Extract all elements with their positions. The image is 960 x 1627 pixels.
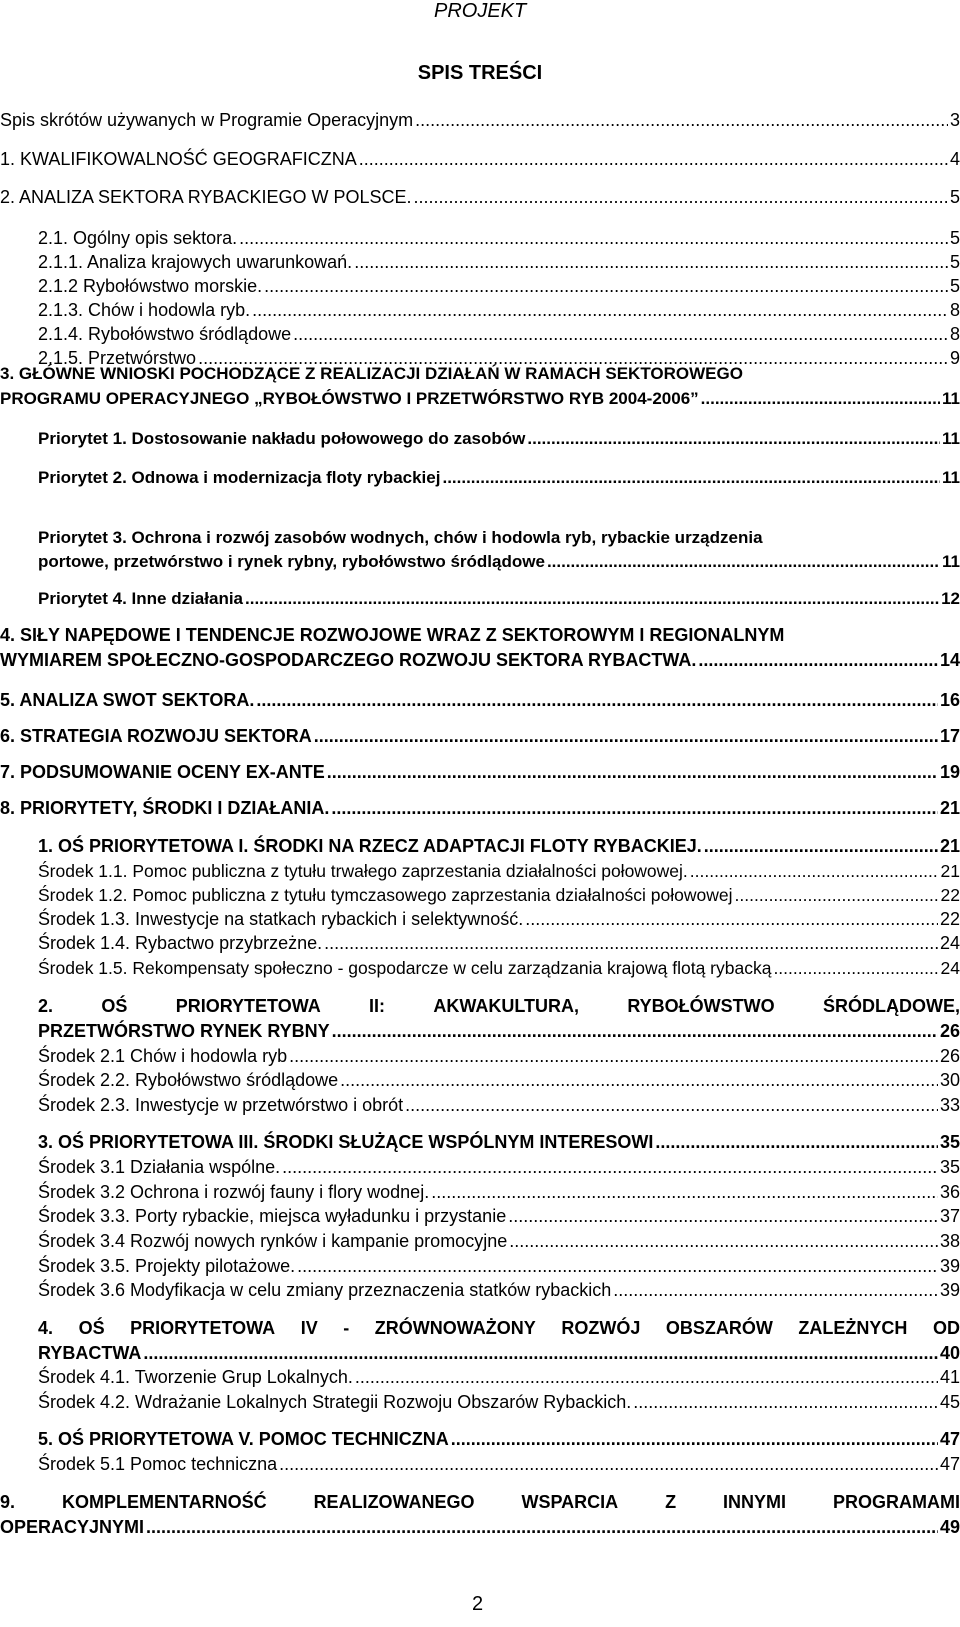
- toc-entry-page: 11: [942, 429, 960, 448]
- toc-word: INNYMI: [723, 1492, 787, 1512]
- toc-entry-title: Środek 2.1 Chów i hodowla ryb: [38, 1046, 288, 1066]
- toc-word: 4.: [38, 1318, 54, 1338]
- toc-entry-title: Środek 1.3. Inwestycje na statkach rybackich i selektywność.: [38, 909, 524, 929]
- toc-word: IV: [300, 1318, 318, 1338]
- toc-word: AKWAKULTURA,: [433, 996, 580, 1016]
- toc-entry-title: 2.1.4. Rybołówstwo śródlądowe: [38, 324, 292, 344]
- toc-entry[interactable]: [38, 1230, 960, 1252]
- toc-entry[interactable]: [38, 1255, 960, 1277]
- toc-leader: [279, 1453, 938, 1475]
- toc-leader: [735, 884, 939, 906]
- toc-entry-title: Środek 1.4. Rybactwo przybrzeżne.: [38, 933, 323, 953]
- toc-entry[interactable]: [0, 148, 960, 170]
- toc-leader: [509, 1230, 938, 1252]
- toc-entry-title: 1. OŚ PRIORYTETOWA I. ŚRODKI NA RZECZ ADAPTACJI FLOTY RYBACKIEJ.: [38, 836, 702, 856]
- toc-entry-title: Priorytet 1. Dostosowanie nakładu połowowego do zasobów: [38, 429, 526, 448]
- toc-entry-title: WYMIAREM SPOŁECZNO-GOSPODARCZEGO ROZWOJU SEKTORA RYBACTWA.: [0, 650, 697, 670]
- toc-entry[interactable]: [0, 186, 960, 208]
- toc-entry[interactable]: [0, 725, 960, 747]
- toc-entry-page: 33: [939, 1095, 960, 1115]
- toc-entry[interactable]: [38, 227, 960, 249]
- toc-entry[interactable]: [38, 1156, 960, 1178]
- toc-entry-page: 21: [939, 798, 960, 818]
- toc-word: ZRÓWNOWAŻONY: [374, 1318, 536, 1338]
- toc-word: OBSZARÓW: [665, 1318, 773, 1338]
- toc-entry[interactable]: [38, 908, 960, 930]
- toc-entry[interactable]: [38, 467, 960, 489]
- toc-entry[interactable]: [38, 428, 960, 450]
- page-number: 2: [472, 1593, 484, 1615]
- toc-entry-page: 22: [940, 885, 960, 905]
- toc-entry[interactable]: [38, 1428, 960, 1450]
- toc-entry-title: Środek 3.5. Projekty pilotażowe.: [38, 1256, 296, 1276]
- toc-entry-page: 4: [949, 149, 960, 169]
- toc-entry-title: 8. PRIORYTETY, ŚRODKI I DZIAŁANIA.: [0, 798, 330, 818]
- toc-entry[interactable]: [38, 1366, 960, 1388]
- toc-leader: [143, 1342, 938, 1364]
- toc-entry[interactable]: [38, 1342, 960, 1364]
- toc-leader: [297, 1255, 938, 1277]
- toc-entry-title: Środek 2.2. Rybołówstwo śródlądowe: [38, 1070, 339, 1090]
- toc-entry-title: Środek 1.2. Pomoc publiczna z tytułu tymczasowego zaprzestania działalności połowowej: [38, 885, 733, 905]
- toc-leader: [293, 323, 948, 345]
- toc-entry-title: 2.1.5. Przetwórstwo: [38, 348, 197, 368]
- toc-entry-page: 5: [949, 276, 960, 296]
- toc-entry-title: Środek 5.1 Pomoc techniczna: [38, 1454, 278, 1474]
- toc-entry-page: 38: [939, 1231, 960, 1251]
- toc-entry-title: portowe, przetwórstwo i rynek rybny, rybołówstwo śródlądowe: [38, 552, 545, 571]
- toc-word: OŚ: [101, 996, 128, 1016]
- toc-leader: [633, 1391, 938, 1413]
- toc-entry-page: 24: [940, 958, 960, 978]
- toc-entry[interactable]: [0, 1516, 960, 1538]
- toc-word: 2.: [38, 996, 54, 1016]
- toc-word: II:: [369, 996, 386, 1016]
- toc-entry-title: 2.1.2 Rybołówstwo morskie.: [38, 276, 263, 296]
- toc-entry-title: RYBACTWA: [38, 1343, 142, 1363]
- toc-leader: [324, 932, 938, 954]
- toc-leader: [413, 186, 948, 208]
- toc-leader: [332, 1020, 938, 1042]
- toc-entry-title: 2.1.3. Chów i hodowla ryb.: [38, 300, 251, 320]
- toc-word: Z: [665, 1492, 677, 1512]
- toc-entry-title: Środek 2.3. Inwestycje w przetwórstwo i obrót: [38, 1095, 404, 1115]
- toc-entry-page: 11: [942, 552, 960, 571]
- toc-entry-title-line: [0, 1491, 960, 1513]
- toc-entry-title: Środek 3.3. Porty rybackie, miejsca wyładunku i przystanie: [38, 1206, 507, 1226]
- toc-leader: [354, 251, 948, 273]
- toc-entry[interactable]: [38, 275, 960, 297]
- toc-entry[interactable]: [38, 1181, 960, 1203]
- toc-leader: [655, 1131, 938, 1153]
- toc-entry-page: 47: [939, 1429, 960, 1449]
- document-header: PROJEKT: [434, 0, 527, 22]
- toc-entry-page: 11: [942, 389, 960, 408]
- toc-entry[interactable]: [38, 323, 960, 345]
- toc-leader: [327, 761, 938, 783]
- toc-entry-page: 8: [949, 300, 960, 320]
- toc-entry-title-line: 4. SIŁY NAPĘDOWE I TENDENCJE ROZWOJOWE WRAZ Z SEKTOROWYM I REGIONALNYM: [0, 625, 785, 645]
- toc-entry-page: 8: [949, 324, 960, 344]
- toc-entry[interactable]: [0, 689, 960, 711]
- toc-entry-title: 7. PODSUMOWANIE OCENY EX-ANTE: [0, 762, 325, 782]
- toc-leader: [252, 299, 948, 321]
- toc-leader: [314, 725, 938, 747]
- toc-entry[interactable]: [38, 251, 960, 273]
- toc-word: ŚRÓDLĄDOWE,: [823, 996, 960, 1016]
- toc-entry[interactable]: [38, 1205, 960, 1227]
- toc-leader: [701, 388, 940, 410]
- toc-entry-page: 39: [939, 1280, 960, 1300]
- toc-entry-page: 35: [939, 1132, 960, 1152]
- toc-entry-title: Priorytet 4. Inne działania: [38, 589, 244, 608]
- toc-word: ZALEŻNYCH: [798, 1318, 908, 1338]
- toc-entry-title: Środek 4.1. Tworzenie Grup Lokalnych.: [38, 1367, 353, 1387]
- toc-entry[interactable]: [38, 1045, 960, 1067]
- toc-entry-title: 2. ANALIZA SEKTORA RYBACKIEGO W POLSCE.: [0, 187, 412, 207]
- toc-entry[interactable]: [38, 932, 960, 954]
- toc-entry-title: 6. STRATEGIA ROZWOJU SEKTORA: [0, 726, 312, 746]
- toc-leader: [256, 689, 938, 711]
- toc-entry-title-line: Priorytet 3. Ochrona i rozwój zasobów wodnych, chów i hodowla ryb, rybackie urządzenia: [38, 528, 763, 547]
- toc-entry[interactable]: [38, 860, 960, 882]
- toc-leader: [704, 835, 938, 857]
- toc-entry-page: 21: [939, 836, 960, 856]
- toc-entry[interactable]: [38, 588, 960, 610]
- toc-leader: [508, 1205, 938, 1227]
- toc-entry-title-line: [38, 1317, 960, 1339]
- toc-entry-page: 47: [939, 1454, 960, 1474]
- toc-leader: [245, 588, 939, 610]
- toc-entry[interactable]: [38, 299, 960, 321]
- toc-leader: [773, 957, 938, 979]
- toc-entry[interactable]: [38, 1069, 960, 1091]
- toc-leader: [405, 1094, 938, 1116]
- toc-leader: [527, 428, 940, 450]
- toc-entry-title: 5. OŚ PRIORYTETOWA V. POMOC TECHNICZNA: [38, 1429, 449, 1449]
- toc-entry[interactable]: [38, 1279, 960, 1301]
- toc-word: REALIZOWANEGO: [313, 1492, 475, 1512]
- toc-entry-title-line: [38, 995, 960, 1017]
- toc-word: ROZWÓJ: [561, 1318, 641, 1338]
- toc-entry-page: 26: [939, 1021, 960, 1041]
- toc-entry-page: 30: [939, 1070, 960, 1090]
- toc-entry-title: 2.1.1. Analiza krajowych uwarunkowań.: [38, 252, 353, 272]
- toc-entry-title-line: 3. GŁÓWNE WNIOSKI POCHODZĄCE Z REALIZACJI DZIAŁAŃ W RAMACH SEKTOROWEGO: [0, 364, 743, 383]
- toc-leader: [690, 860, 939, 882]
- toc-word: OD: [932, 1318, 960, 1338]
- toc-leader: [340, 1069, 938, 1091]
- toc-entry-page: 41: [939, 1367, 960, 1387]
- toc-leader: [289, 1045, 938, 1067]
- toc-entry-title: 1. KWALIFIKOWALNOŚĆ GEOGRAFICZNA: [0, 149, 357, 169]
- toc-entry[interactable]: [38, 835, 960, 857]
- toc-entry-title: Priorytet 2. Odnowa i modernizacja floty rybackiej: [38, 468, 441, 487]
- toc-leader: [282, 1156, 938, 1178]
- toc-entry-page: 12: [941, 589, 960, 608]
- toc-entry-page: 35: [939, 1157, 960, 1177]
- toc-entry-page: 19: [939, 762, 960, 782]
- toc-entry-page: 40: [939, 1343, 960, 1363]
- toc-entry-title: 3. OŚ PRIORYTETOWA III. ŚRODKI SŁUŻĄCE WSPÓLNYM INTERESOWI: [38, 1132, 654, 1152]
- toc-entry[interactable]: [38, 551, 960, 573]
- toc-leader: [146, 1516, 938, 1538]
- toc-entry[interactable]: [0, 761, 960, 783]
- toc-word: PRIORYTETOWA: [175, 996, 321, 1016]
- toc-entry-page: 14: [939, 650, 960, 670]
- toc-entry-page: 45: [939, 1392, 960, 1412]
- toc-entry-title: 2.1. Ogólny opis sektora.: [38, 228, 238, 248]
- toc-word: WSPARCIA: [521, 1492, 619, 1512]
- toc-entry-page: 16: [939, 690, 960, 710]
- toc-leader: [355, 1366, 938, 1388]
- toc-title: SPIS TREŚCI: [417, 62, 543, 84]
- toc-entry-page: 49: [939, 1517, 960, 1537]
- toc-entry-page: 21: [940, 861, 960, 881]
- toc-word: -: [343, 1318, 350, 1338]
- toc-entry-title: Środek 1.1. Pomoc publiczna z tytułu trwałego zaprzestania działalności połowowej.: [38, 861, 688, 881]
- toc-leader: [525, 908, 938, 930]
- toc-entry-title: Środek 4.2. Wdrażanie Lokalnych Strategii Rozwoju Obszarów Rybackich.: [38, 1392, 632, 1412]
- toc-entry-title: OPERACYJNYMI: [0, 1517, 145, 1537]
- toc-entry-page: 22: [939, 909, 960, 929]
- toc-entry-title: 5. ANALIZA SWOT SEKTORA.: [0, 690, 255, 710]
- toc-word: KOMPLEMENTARNOŚĆ: [61, 1492, 267, 1512]
- toc-leader: [264, 275, 948, 297]
- toc-leader: [547, 551, 940, 573]
- toc-word: PROGRAMAMI: [832, 1492, 960, 1512]
- toc-entry[interactable]: [38, 884, 960, 906]
- toc-leader: [431, 1181, 938, 1203]
- toc-entry-page: 5: [949, 228, 960, 248]
- toc-entry-page: 26: [939, 1046, 960, 1066]
- toc-leader: [442, 467, 940, 489]
- toc-entry[interactable]: [38, 1094, 960, 1116]
- toc-entry-title: Środek 1.5. Rekompensaty społeczno - gospodarcze w celu zarządzania krajową flotą rybacką: [38, 958, 772, 978]
- toc-entry[interactable]: [38, 957, 960, 979]
- toc-leader: [331, 797, 938, 819]
- toc-word: 9.: [0, 1492, 16, 1512]
- toc-entry-page: 39: [939, 1256, 960, 1276]
- toc-leader: [451, 1428, 938, 1450]
- toc-leader: [698, 649, 938, 671]
- toc-entry-title: Spis skrótów używanych w Programie Operacyjnym: [0, 110, 414, 130]
- toc-leader: [613, 1279, 938, 1301]
- toc-entry-page: 3: [949, 110, 960, 130]
- toc-word: OŚ: [78, 1318, 105, 1338]
- toc-word: RYBOŁÓWSTWO: [627, 996, 775, 1016]
- toc-entry[interactable]: [38, 1131, 960, 1153]
- toc-entry[interactable]: [0, 649, 960, 671]
- toc-entry-page: 5: [949, 187, 960, 207]
- toc-entry-page: 36: [939, 1182, 960, 1202]
- toc-leader: [239, 227, 948, 249]
- toc-entry[interactable]: [0, 388, 960, 410]
- toc-leader: [415, 109, 948, 131]
- toc-entry[interactable]: [38, 1020, 960, 1042]
- toc-entry[interactable]: [0, 109, 960, 131]
- toc-entry-title: Środek 3.2 Ochrona i rozwój fauny i flory wodnej.: [38, 1182, 430, 1202]
- toc-entry-page: 37: [939, 1206, 960, 1226]
- toc-entry-title: Środek 3.1 Działania wspólne.: [38, 1157, 281, 1177]
- toc-entry-title: Środek 3.4 Rozwój nowych rynków i kampanie promocyjne: [38, 1231, 508, 1251]
- toc-entry[interactable]: [38, 1391, 960, 1413]
- toc-leader: [359, 148, 948, 170]
- toc-entry-title: PRZETWÓRSTWO RYNEK RYBNY: [38, 1021, 330, 1041]
- toc-entry-title: Środek 3.6 Modyfikacja w celu zmiany przeznaczenia statków rybackich: [38, 1280, 612, 1300]
- toc-entry-page: 5: [949, 252, 960, 272]
- toc-entry-page: 9: [949, 348, 960, 368]
- toc-entry-page: 17: [939, 726, 960, 746]
- toc-entry-title: PROGRAMU OPERACYJNEGO „RYBOŁÓWSTWO I PRZETWÓRSTWO RYB 2004-2006”: [0, 389, 699, 408]
- toc-entry[interactable]: [38, 1453, 960, 1475]
- toc-entry[interactable]: [0, 797, 960, 819]
- toc-entry-page: 24: [939, 933, 960, 953]
- toc-word: PRIORYTETOWA: [130, 1318, 276, 1338]
- toc-entry-page: 11: [942, 468, 960, 487]
